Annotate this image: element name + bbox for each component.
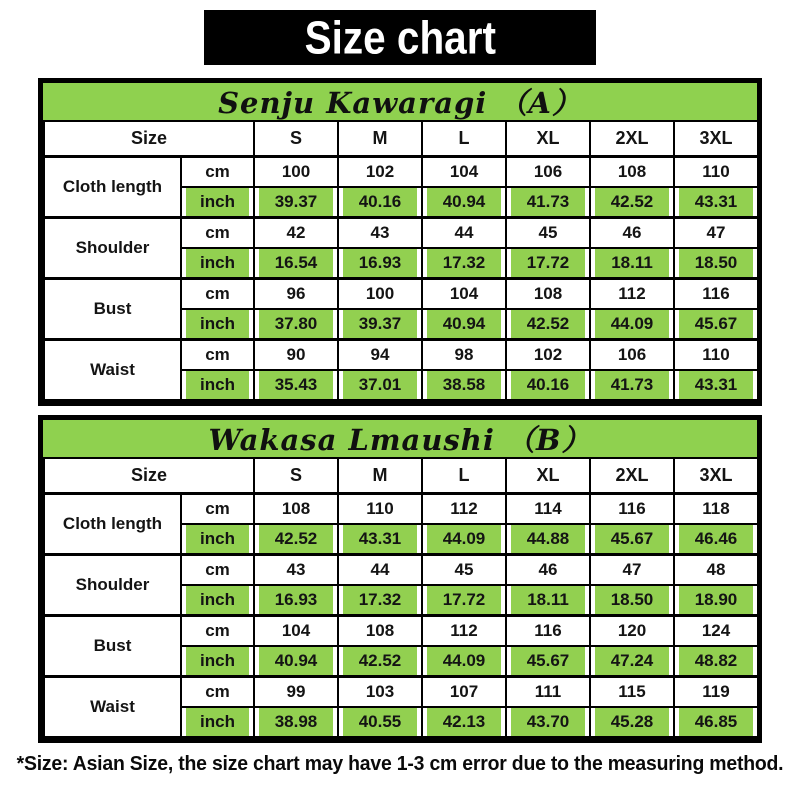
unit-inch-label: inch bbox=[181, 707, 254, 737]
value-cell-inch: 46.85 bbox=[674, 707, 758, 737]
unit-inch-label: inch bbox=[181, 646, 254, 677]
unit-inch-label: inch bbox=[181, 585, 254, 616]
value-cell-cm: 42 bbox=[254, 218, 338, 249]
value-cell-inch: 42.52 bbox=[590, 187, 674, 218]
size-column-header: M bbox=[338, 121, 422, 157]
measure-label: Bust bbox=[44, 279, 181, 340]
value-cell-inch: 17.72 bbox=[506, 248, 590, 279]
value-cell-inch: 43.70 bbox=[506, 707, 590, 737]
measure-row-cm bbox=[44, 218, 758, 249]
size-column-header: XL bbox=[506, 121, 590, 157]
value-cell-cm: 100 bbox=[254, 157, 338, 188]
value-cell-inch: 17.72 bbox=[422, 585, 506, 616]
value-cell-inch: 16.54 bbox=[254, 248, 338, 279]
table-title: Wakasa Lmaushi （B） bbox=[43, 420, 757, 457]
value-cell-inch: 38.58 bbox=[422, 370, 506, 400]
value-cell-cm: 90 bbox=[254, 340, 338, 371]
value-cell-inch: 44.09 bbox=[422, 524, 506, 555]
value-cell-inch: 48.82 bbox=[674, 646, 758, 677]
page-title: Size chart bbox=[304, 10, 496, 63]
value-cell-inch: 45.67 bbox=[674, 309, 758, 340]
value-cell-cm: 118 bbox=[674, 494, 758, 525]
value-cell-cm: 106 bbox=[506, 157, 590, 188]
measure-label: Bust bbox=[44, 616, 181, 677]
size-grid bbox=[43, 457, 759, 738]
size-column-header: S bbox=[254, 458, 338, 494]
value-cell-cm: 107 bbox=[422, 677, 506, 708]
value-cell-inch: 38.98 bbox=[254, 707, 338, 737]
value-cell-inch: 18.90 bbox=[674, 585, 758, 616]
value-cell-cm: 104 bbox=[422, 157, 506, 188]
value-cell-inch: 37.01 bbox=[338, 370, 422, 400]
value-cell-cm: 106 bbox=[590, 340, 674, 371]
value-cell-inch: 40.94 bbox=[422, 309, 506, 340]
value-cell-cm: 108 bbox=[254, 494, 338, 525]
size-column-header: S bbox=[254, 121, 338, 157]
unit-cm-label: cm bbox=[181, 157, 254, 188]
value-cell-inch: 17.32 bbox=[338, 585, 422, 616]
value-cell-inch: 42.52 bbox=[254, 524, 338, 555]
value-cell-inch: 43.31 bbox=[338, 524, 422, 555]
value-cell-cm: 43 bbox=[254, 555, 338, 586]
measure-label: Shoulder bbox=[44, 218, 181, 279]
value-cell-cm: 110 bbox=[338, 494, 422, 525]
value-cell-inch: 18.50 bbox=[674, 248, 758, 279]
value-cell-cm: 96 bbox=[254, 279, 338, 310]
unit-cm-label: cm bbox=[181, 494, 254, 525]
measure-row-cm bbox=[44, 677, 758, 708]
size-column-header: L bbox=[422, 458, 506, 494]
unit-cm-label: cm bbox=[181, 616, 254, 647]
value-cell-inch: 42.52 bbox=[338, 646, 422, 677]
value-cell-cm: 116 bbox=[590, 494, 674, 525]
value-cell-inch: 18.50 bbox=[590, 585, 674, 616]
value-cell-cm: 108 bbox=[506, 279, 590, 310]
value-cell-cm: 116 bbox=[506, 616, 590, 647]
unit-inch-label: inch bbox=[181, 187, 254, 218]
table-title: Senju Kawaragi （A） bbox=[43, 83, 757, 120]
value-cell-inch: 44.09 bbox=[422, 646, 506, 677]
size-column-header: 3XL bbox=[674, 458, 758, 494]
unit-inch-label: inch bbox=[181, 524, 254, 555]
value-cell-inch: 39.37 bbox=[338, 309, 422, 340]
size-footnote: *Size: Asian Size, the size chart may have 1-3 cm error due to the measuring method. bbox=[16, 753, 784, 775]
value-cell-inch: 18.11 bbox=[590, 248, 674, 279]
size-chart-page bbox=[0, 10, 800, 776]
value-cell-inch: 44.09 bbox=[590, 309, 674, 340]
measure-row-cm bbox=[44, 279, 758, 310]
unit-cm-label: cm bbox=[181, 555, 254, 586]
size-column-header: 2XL bbox=[590, 458, 674, 494]
size-header-row bbox=[44, 121, 758, 157]
value-cell-inch: 17.32 bbox=[422, 248, 506, 279]
value-cell-inch: 47.24 bbox=[590, 646, 674, 677]
value-cell-inch: 35.43 bbox=[254, 370, 338, 400]
size-column-header: 2XL bbox=[590, 121, 674, 157]
value-cell-cm: 108 bbox=[590, 157, 674, 188]
measure-label: Cloth length bbox=[44, 494, 181, 555]
value-cell-cm: 99 bbox=[254, 677, 338, 708]
measure-row-cm bbox=[44, 555, 758, 586]
size-corner-label: Size bbox=[44, 458, 254, 494]
value-cell-cm: 116 bbox=[674, 279, 758, 310]
size-column-header: XL bbox=[506, 458, 590, 494]
page-title-banner bbox=[204, 10, 596, 65]
unit-inch-label: inch bbox=[181, 248, 254, 279]
unit-cm-label: cm bbox=[181, 218, 254, 249]
value-cell-cm: 102 bbox=[338, 157, 422, 188]
value-cell-cm: 44 bbox=[422, 218, 506, 249]
size-table-b bbox=[38, 415, 762, 743]
value-cell-cm: 110 bbox=[674, 340, 758, 371]
value-cell-inch: 42.52 bbox=[506, 309, 590, 340]
value-cell-cm: 94 bbox=[338, 340, 422, 371]
measure-label: Cloth length bbox=[44, 157, 181, 218]
measure-label: Shoulder bbox=[44, 555, 181, 616]
value-cell-inch: 42.13 bbox=[422, 707, 506, 737]
value-cell-inch: 43.31 bbox=[674, 370, 758, 400]
value-cell-inch: 39.37 bbox=[254, 187, 338, 218]
size-corner-label: Size bbox=[44, 121, 254, 157]
value-cell-cm: 45 bbox=[506, 218, 590, 249]
measure-row-cm bbox=[44, 340, 758, 371]
size-table-a bbox=[38, 78, 762, 406]
value-cell-cm: 43 bbox=[338, 218, 422, 249]
measure-row-cm bbox=[44, 157, 758, 188]
value-cell-inch: 40.94 bbox=[422, 187, 506, 218]
value-cell-inch: 16.93 bbox=[254, 585, 338, 616]
value-cell-cm: 110 bbox=[674, 157, 758, 188]
unit-inch-label: inch bbox=[181, 309, 254, 340]
size-column-header: 3XL bbox=[674, 121, 758, 157]
value-cell-cm: 112 bbox=[590, 279, 674, 310]
unit-inch-label: inch bbox=[181, 370, 254, 400]
measure-row-cm bbox=[44, 616, 758, 647]
value-cell-inch: 45.28 bbox=[590, 707, 674, 737]
value-cell-inch: 45.67 bbox=[590, 524, 674, 555]
value-cell-inch: 18.11 bbox=[506, 585, 590, 616]
value-cell-cm: 115 bbox=[590, 677, 674, 708]
measure-label: Waist bbox=[44, 677, 181, 738]
value-cell-inch: 45.67 bbox=[506, 646, 590, 677]
value-cell-cm: 45 bbox=[422, 555, 506, 586]
value-cell-cm: 120 bbox=[590, 616, 674, 647]
value-cell-cm: 119 bbox=[674, 677, 758, 708]
value-cell-inch: 43.31 bbox=[674, 187, 758, 218]
size-column-header: M bbox=[338, 458, 422, 494]
value-cell-cm: 103 bbox=[338, 677, 422, 708]
value-cell-cm: 112 bbox=[422, 494, 506, 525]
value-cell-cm: 46 bbox=[506, 555, 590, 586]
size-tables-container bbox=[38, 78, 762, 743]
value-cell-inch: 40.94 bbox=[254, 646, 338, 677]
value-cell-inch: 37.80 bbox=[254, 309, 338, 340]
value-cell-cm: 100 bbox=[338, 279, 422, 310]
size-header-row bbox=[44, 458, 758, 494]
unit-cm-label: cm bbox=[181, 279, 254, 310]
value-cell-cm: 104 bbox=[254, 616, 338, 647]
value-cell-inch: 41.73 bbox=[590, 370, 674, 400]
value-cell-cm: 112 bbox=[422, 616, 506, 647]
value-cell-cm: 102 bbox=[506, 340, 590, 371]
measure-row-cm bbox=[44, 494, 758, 525]
value-cell-cm: 111 bbox=[506, 677, 590, 708]
measure-label: Waist bbox=[44, 340, 181, 401]
value-cell-cm: 104 bbox=[422, 279, 506, 310]
unit-cm-label: cm bbox=[181, 677, 254, 708]
value-cell-cm: 108 bbox=[338, 616, 422, 647]
value-cell-cm: 124 bbox=[674, 616, 758, 647]
value-cell-cm: 46 bbox=[590, 218, 674, 249]
value-cell-inch: 44.88 bbox=[506, 524, 590, 555]
value-cell-inch: 40.16 bbox=[506, 370, 590, 400]
value-cell-inch: 46.46 bbox=[674, 524, 758, 555]
value-cell-cm: 98 bbox=[422, 340, 506, 371]
value-cell-inch: 16.93 bbox=[338, 248, 422, 279]
size-column-header: L bbox=[422, 121, 506, 157]
value-cell-inch: 41.73 bbox=[506, 187, 590, 218]
value-cell-cm: 44 bbox=[338, 555, 422, 586]
value-cell-cm: 47 bbox=[674, 218, 758, 249]
unit-cm-label: cm bbox=[181, 340, 254, 371]
value-cell-cm: 114 bbox=[506, 494, 590, 525]
value-cell-cm: 47 bbox=[590, 555, 674, 586]
value-cell-inch: 40.55 bbox=[338, 707, 422, 737]
size-grid bbox=[43, 120, 759, 401]
value-cell-cm: 48 bbox=[674, 555, 758, 586]
value-cell-inch: 40.16 bbox=[338, 187, 422, 218]
